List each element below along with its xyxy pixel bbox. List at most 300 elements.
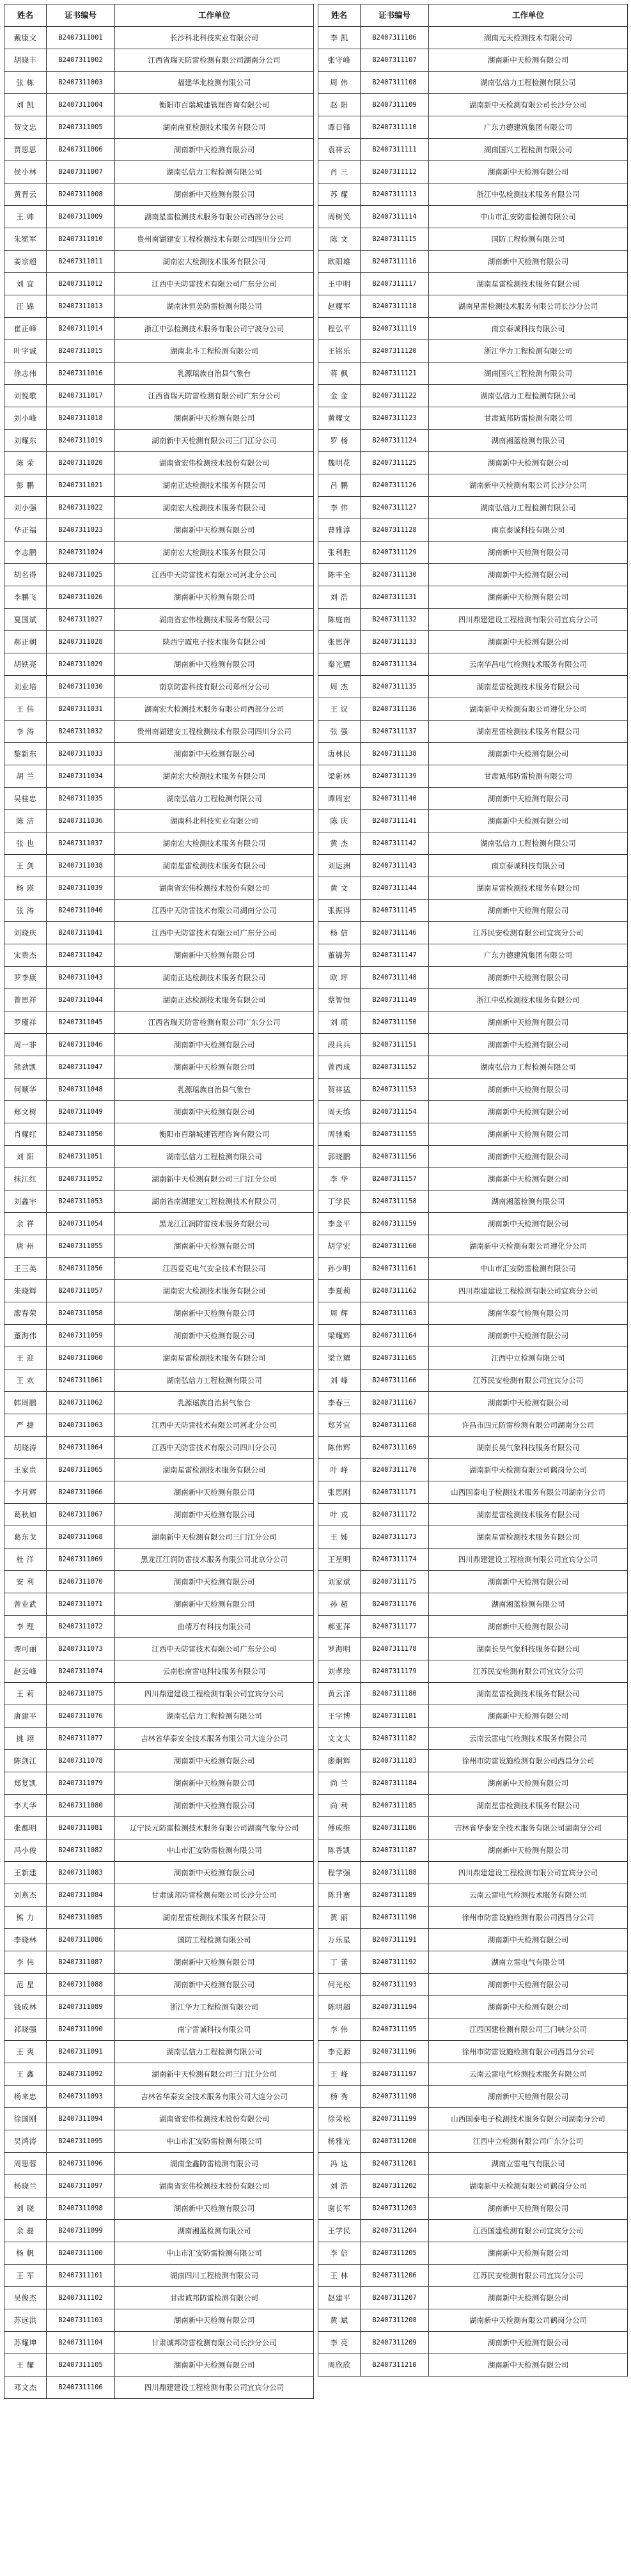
work-unit: 辽宁民元防雷检测技术服务有限公司湖南气象分公司 — [115, 1817, 314, 1839]
certificate-id: B2407311115 — [361, 228, 429, 251]
work-unit: 山西国泰电子检测技术服务有限公司湖南分公司 — [429, 1481, 628, 1504]
table-row — [4, 1660, 314, 1683]
work-unit: 湖南新中天检测有限公司 — [429, 452, 628, 474]
table-row — [318, 765, 628, 788]
person-name: 李金平 — [318, 1213, 361, 1235]
person-name: 王新建 — [4, 1862, 47, 1884]
person-name: 罗李康 — [4, 967, 47, 989]
work-unit: 湖南立雷电气有限公司 — [429, 1951, 628, 1974]
table-row — [4, 2108, 314, 2130]
person-name: 李夏莉 — [318, 1280, 361, 1302]
certificate-id: B2407311091 — [47, 2041, 115, 2063]
person-name: 郑文树 — [4, 1101, 47, 1123]
table-row — [4, 2242, 314, 2265]
work-unit: 湖南弘信力工程检测有限公司 — [429, 385, 628, 407]
person-name: 程弘平 — [318, 318, 361, 340]
person-name: 陈伟辉 — [318, 1437, 361, 1459]
table-row — [4, 139, 314, 161]
table-row — [4, 363, 314, 385]
person-name: 王铭乐 — [318, 340, 361, 363]
certificate-id: B2407311127 — [361, 497, 429, 519]
table-row — [318, 94, 628, 116]
table-row — [318, 1437, 628, 1459]
work-unit: 贵州南湖建安工程检测技术有限公司四川分公司 — [115, 228, 314, 251]
person-name: 王 剑 — [4, 855, 47, 877]
work-unit: 湖南弘信力工程检测有限公司 — [429, 72, 628, 94]
work-unit: 湖南新中天检测有限公司 — [429, 1392, 628, 1414]
person-name: 李 伟 — [4, 1951, 47, 1974]
table-row — [4, 1705, 314, 1728]
work-unit: 国防工程检测有限公司 — [429, 228, 628, 251]
certificate-id: B2407311180 — [361, 1683, 429, 1705]
work-unit: 湖南新中天检测有限公司 — [429, 2197, 628, 2220]
person-name: 尚 兰 — [318, 1772, 361, 1795]
person-name: 曾西成 — [318, 1056, 361, 1079]
person-name: 杜 洋 — [4, 1549, 47, 1571]
person-name: 王 议 — [318, 698, 361, 721]
work-unit: 南京泰诚科技有限公司 — [429, 318, 628, 340]
certificate-id: B2407311183 — [361, 1750, 429, 1772]
person-name: 范 星 — [4, 1974, 47, 1996]
work-unit: 乳源瑶族自治县气象台 — [115, 1392, 314, 1414]
work-unit: 湖南新中天检测有限公司遵化分公司 — [429, 698, 628, 721]
table-row — [4, 810, 314, 832]
work-unit: 湖南星雷检测技术服务有限公司 — [429, 1795, 628, 1817]
certificate-id: B2407311082 — [47, 1839, 115, 1862]
certificate-id: B2407311009 — [47, 206, 115, 228]
certificate-id: B2407311015 — [47, 340, 115, 363]
work-unit: 湖南新中天检测有限公司 — [115, 2354, 314, 2377]
person-name: 刘耀东 — [4, 430, 47, 452]
table-row — [4, 340, 314, 363]
certificate-id: B2407311204 — [361, 2220, 429, 2242]
table-row — [318, 609, 628, 631]
table-row — [318, 855, 628, 877]
work-unit: 湖南省宏伟检测技术股份有限公司 — [115, 2175, 314, 2197]
certificate-id: B2407311150 — [361, 1011, 429, 1034]
table-row — [318, 1213, 628, 1235]
table-row — [318, 1974, 628, 1996]
table-row — [318, 1146, 628, 1168]
table-row — [318, 1683, 628, 1705]
person-name: 万乐星 — [318, 1929, 361, 1951]
person-name: 丁学民 — [318, 1190, 361, 1213]
table-row — [318, 1705, 628, 1728]
table-row — [4, 1302, 314, 1325]
table-row — [318, 139, 628, 161]
work-unit: 江西中天防雷技术有限公司四川分公司 — [115, 1437, 314, 1459]
table-row — [318, 340, 628, 363]
person-name: 罗 杨 — [318, 430, 361, 452]
work-unit: 甘肃诚邦防雷检测有限公司 — [429, 765, 628, 788]
table-row — [4, 1616, 314, 1638]
work-unit: 湖南新中天检测有限公司 — [115, 183, 314, 206]
table-row — [318, 1549, 628, 1571]
header-certificate-id: 证书编号 — [47, 4, 115, 27]
work-unit: 湖南新中天检测有限公司 — [115, 1571, 314, 1593]
person-name: 李春三 — [318, 1392, 361, 1414]
certificate-id: B2407311149 — [361, 989, 429, 1011]
table-row — [318, 2220, 628, 2242]
certificate-id: B2407311012 — [47, 273, 115, 295]
work-unit: 许昌市四元防雷检测有限公司湖南分公司 — [429, 1414, 628, 1437]
header-row — [4, 4, 314, 27]
work-unit: 湖南弘信力工程检测有限公司 — [429, 1056, 628, 1079]
work-unit: 湖南省宏伟检测技术服务有限公司 — [115, 609, 314, 631]
certificate-id: B2407311048 — [47, 1079, 115, 1101]
work-unit: 湖南新中天检测有限公司 — [429, 1571, 628, 1593]
work-unit: 湖南新中天检测有限公司 — [429, 1034, 628, 1056]
work-unit: 中山市汇安防雷检测有限公司 — [115, 2130, 314, 2153]
table-row — [318, 1034, 628, 1056]
person-name: 黄云洋 — [318, 1683, 361, 1705]
work-unit: 湖南新中天检测有限公司 — [115, 1795, 314, 1817]
certificate-id: B2407311122 — [361, 385, 429, 407]
table-row — [318, 2018, 628, 2041]
work-unit: 乳源瑶族自治县气象台 — [115, 363, 314, 385]
certificate-id: B2407311109 — [361, 94, 429, 116]
certificate-id: B2407311090 — [47, 2018, 115, 2041]
table-row — [318, 2175, 628, 2197]
certificate-id: B2407311148 — [361, 967, 429, 989]
work-unit: 湖南新中天检测有限公司 — [429, 2287, 628, 2309]
work-unit: 湖南新中天检测有限公司 — [429, 251, 628, 273]
person-name: 文文太 — [318, 1728, 361, 1750]
work-unit: 江西省瑞天防雷检测有限公司广东分公司 — [115, 1011, 314, 1034]
work-unit: 湖南星雷检测技术服务有限公司 — [115, 1347, 314, 1370]
person-name: 安 利 — [4, 1571, 47, 1593]
work-unit: 浙江中弘检测技术服务有限公司宁波分公司 — [115, 318, 314, 340]
certificate-id: B2407311199 — [361, 2108, 429, 2130]
table-row — [318, 1280, 628, 1302]
person-name: 李鹏飞 — [4, 586, 47, 609]
certificate-id: B2407311099 — [47, 2220, 115, 2242]
certificate-id: B2407311166 — [361, 1370, 429, 1392]
roster-body-left — [4, 27, 314, 2399]
certificate-id: B2407311062 — [47, 1392, 115, 1414]
table-row — [4, 944, 314, 967]
certificate-id: B2407311047 — [47, 1056, 115, 1079]
person-name: 李克源 — [318, 2041, 361, 2063]
certificate-id: B2407311153 — [361, 1079, 429, 1101]
work-unit: 吉林省华泰安全技术服务有限公司大连分公司 — [115, 1728, 314, 1750]
table-row — [4, 1168, 314, 1190]
certificate-id: B2407311175 — [361, 1571, 429, 1593]
work-unit: 黑龙江江润防雷技术服务有限公司 — [115, 1213, 314, 1235]
person-name: 周驰乘 — [318, 1123, 361, 1146]
certificate-id: B2407311018 — [47, 407, 115, 430]
table-row — [4, 1079, 314, 1101]
certificate-id: B2407311200 — [361, 2130, 429, 2153]
person-name: 何顺华 — [4, 1079, 47, 1101]
table-row — [318, 318, 628, 340]
table-row — [4, 452, 314, 474]
header-name: 姓名 — [318, 4, 361, 27]
certificate-id: B2407311208 — [361, 2309, 429, 2332]
certificate-id: B2407311130 — [361, 564, 429, 586]
certificate-id: B2407311205 — [361, 2242, 429, 2265]
certificate-id: B2407311031 — [47, 698, 115, 721]
work-unit: 湖南省宏伟检测技术股份有限公司 — [115, 452, 314, 474]
certificate-id: B2407311020 — [47, 452, 115, 474]
work-unit: 湖南星雷检测技术服务有限公司 — [429, 721, 628, 743]
person-name: 唐建平 — [4, 1705, 47, 1728]
certificate-id: B2407311022 — [47, 497, 115, 519]
certificate-id: B2407311139 — [361, 765, 429, 788]
table-row — [318, 2041, 628, 2063]
table-row — [4, 2377, 314, 2399]
work-unit: 湖南新中天检测有限公司 — [429, 1079, 628, 1101]
work-unit: 湖南新中天检测有限公司 — [115, 1951, 314, 1974]
table-row — [4, 407, 314, 430]
certificate-id: B2407311064 — [47, 1437, 115, 1459]
person-name: 刘 宜 — [4, 273, 47, 295]
certificate-id: B2407311120 — [361, 340, 429, 363]
work-unit: 湖南星雷检测技术服务有限公司 — [115, 1907, 314, 1929]
table-row — [318, 922, 628, 944]
person-name: 刘燕杰 — [4, 1884, 47, 1907]
certificate-id: B2407311163 — [361, 1302, 429, 1325]
certificate-id: B2407311054 — [47, 1213, 115, 1235]
table-row — [318, 788, 628, 810]
person-name: 刘 晓 — [4, 2197, 47, 2220]
table-row — [318, 1347, 628, 1370]
certificate-id: B2407311027 — [47, 609, 115, 631]
certificate-id: B2407311046 — [47, 1034, 115, 1056]
work-unit: 湖南正达检测技术服务有限公司 — [115, 989, 314, 1011]
work-unit: 江西中天防雷技术有限公司广东分公司 — [115, 1638, 314, 1660]
certificate-id: B2407311079 — [47, 1772, 115, 1795]
person-name: 杨晓兰 — [4, 2175, 47, 2197]
work-unit: 湖南星雷检测技术服务有限公司 — [429, 676, 628, 698]
certificate-id: B2407311050 — [47, 1123, 115, 1146]
work-unit: 湖南新中天检测有限公司 — [429, 2086, 628, 2108]
table-row — [318, 363, 628, 385]
table-row — [318, 1862, 628, 1884]
table-row — [4, 900, 314, 922]
table-row — [4, 1638, 314, 1660]
person-name: 王 伟 — [4, 698, 47, 721]
person-name: 吴鸿涛 — [4, 2130, 47, 2153]
work-unit: 江西省瑞天防雷检测有限公司湖南分公司 — [115, 49, 314, 72]
certificate-id: B2407311167 — [361, 1392, 429, 1414]
table-row — [318, 1123, 628, 1146]
work-unit: 湖南新中天检测有限公司 — [429, 1772, 628, 1795]
person-name: 赵云峰 — [4, 1660, 47, 1683]
certificate-id: B2407311019 — [47, 430, 115, 452]
certificate-id: B2407311181 — [361, 1705, 429, 1728]
certificate-id: B2407311128 — [361, 519, 429, 542]
person-name: 丁 蕾 — [318, 1951, 361, 1974]
certificate-id: B2407311078 — [47, 1750, 115, 1772]
certificate-id: B2407311045 — [47, 1011, 115, 1034]
table-row — [4, 1101, 314, 1123]
certificate-id: B2407311165 — [361, 1347, 429, 1370]
table-row — [4, 877, 314, 900]
person-name: 李 华 — [318, 1168, 361, 1190]
table-row — [4, 1504, 314, 1526]
work-unit: 湖南湘蓝检测有限公司 — [429, 1190, 628, 1213]
person-name: 李 信 — [318, 2242, 361, 2265]
certificate-id: B2407311026 — [47, 586, 115, 609]
certificate-id: B2407311092 — [47, 2063, 115, 2086]
person-name: 段兵兵 — [318, 1034, 361, 1056]
work-unit: 江苏民安检测有限公司宜宾分公司 — [429, 2265, 628, 2287]
certificate-id: B2407311118 — [361, 295, 429, 318]
table-row — [4, 1728, 314, 1750]
person-name: 杨 信 — [318, 922, 361, 944]
table-row — [4, 1526, 314, 1549]
person-name: 罗瑾祥 — [4, 1011, 47, 1034]
work-unit: 湖南新中天检测有限公司长沙分公司 — [429, 94, 628, 116]
work-unit: 湖南弘信力工程检测有限公司 — [115, 1370, 314, 1392]
person-name: 唐 州 — [4, 1235, 47, 1258]
work-unit: 湖南宏大检测技术服务有限公司西部分公司 — [115, 698, 314, 721]
person-name: 徐荣松 — [318, 2108, 361, 2130]
work-unit: 浙江华力工程检测有限公司 — [429, 340, 628, 363]
person-name: 李晓林 — [4, 1929, 47, 1951]
work-unit: 湖南国兴工程检测有限公司 — [429, 363, 628, 385]
work-unit: 衡阳市百瑞城建管理咨询有限公司 — [115, 94, 314, 116]
work-unit: 湖南新中天检测有限公司三门江分公司 — [115, 430, 314, 452]
person-name: 秦光耀 — [318, 653, 361, 676]
person-name: 黄 杰 — [318, 832, 361, 855]
person-name: 钱成林 — [4, 1996, 47, 2018]
person-name: 陈剑江 — [4, 1750, 47, 1772]
work-unit: 湖南新中天检测有限公司 — [115, 2197, 314, 2220]
work-unit: 湖南新中天检测有限公司 — [429, 2332, 628, 2354]
person-name: 王三美 — [4, 1258, 47, 1280]
table-row — [318, 1996, 628, 2018]
person-name: 苏远洪 — [4, 2309, 47, 2332]
certificate-id: B2407311195 — [361, 2018, 429, 2041]
person-name: 侯小林 — [4, 161, 47, 183]
work-unit: 江苏民安检测有限公司宜宾分公司 — [429, 1370, 628, 1392]
work-unit: 江西省瑞天防雷检测有限公司广东分公司 — [115, 385, 314, 407]
person-name: 李 理 — [4, 1616, 47, 1638]
table-row — [4, 586, 314, 609]
certificate-id: B2407311161 — [361, 1258, 429, 1280]
person-name: 魏明花 — [318, 452, 361, 474]
table-row — [4, 967, 314, 989]
work-unit: 湖南元天检测技术有限公司 — [429, 27, 628, 49]
person-name: 刘业培 — [4, 676, 47, 698]
work-unit: 浙江中弘检测技术服务有限公司 — [429, 183, 628, 206]
person-name: 梁立耀 — [318, 1347, 361, 1370]
certificate-id: B2407311126 — [361, 474, 429, 497]
person-name: 胡晓涛 — [4, 1437, 47, 1459]
work-unit: 湖南新中天检测有限公司三门江分公司 — [115, 2063, 314, 2086]
work-unit: 湖南星雷检测技术服务有限公司长沙分公司 — [429, 295, 628, 318]
certificate-id: B2407311056 — [47, 1258, 115, 1280]
person-name: 王中明 — [318, 273, 361, 295]
table-row — [318, 2309, 628, 2332]
person-name: 刘 阳 — [4, 1146, 47, 1168]
table-row — [4, 161, 314, 183]
work-unit: 湖南弘信力工程检测有限公司 — [429, 497, 628, 519]
person-name: 唐林民 — [318, 743, 361, 765]
certificate-id: B2407311037 — [47, 832, 115, 855]
person-name: 陈明超 — [318, 1996, 361, 2018]
person-name: 陈 荣 — [4, 452, 47, 474]
table-row — [318, 1168, 628, 1190]
work-unit: 湖南新中天检测有限公司 — [429, 161, 628, 183]
work-unit: 湖南星雷检测技术服务有限公司 — [429, 1683, 628, 1705]
roster-table-left — [4, 4, 314, 2399]
certificate-id: B2407311098 — [47, 2197, 115, 2220]
work-unit: 湖南新中天检测有限公司 — [115, 1325, 314, 1347]
person-name: 周 杰 — [318, 676, 361, 698]
table-row — [4, 430, 314, 452]
table-row — [318, 2354, 628, 2377]
table-row — [4, 2287, 314, 2309]
table-row — [4, 273, 314, 295]
person-name: 张思萍 — [318, 631, 361, 653]
person-name: 邓文杰 — [4, 2377, 47, 2399]
certificate-id: B2407311105 — [47, 2354, 115, 2377]
table-row — [4, 1325, 314, 1347]
person-name: 叶 戎 — [318, 1504, 361, 1526]
table-row — [4, 1593, 314, 1616]
certificate-id: B2407311029 — [47, 653, 115, 676]
roster-body-right — [318, 27, 628, 2377]
table-row — [318, 49, 628, 72]
certificate-id: B2407311134 — [361, 653, 429, 676]
table-row — [4, 183, 314, 206]
person-name: 谢长军 — [318, 2197, 361, 2220]
person-name: 苏 耀 — [318, 183, 361, 206]
table-row — [318, 273, 628, 295]
work-unit: 湖南新中天检测有限公司 — [115, 1034, 314, 1056]
certificate-id: B2407311036 — [47, 810, 115, 832]
table-row — [318, 1056, 628, 1079]
work-unit: 湖南省宏伟检测技术股份有限公司 — [115, 877, 314, 900]
table-row — [4, 2309, 314, 2332]
table-row — [4, 1862, 314, 1884]
certificate-id: B2407311006 — [47, 139, 115, 161]
certificate-id: B2407311198 — [361, 2086, 429, 2108]
certificate-id: B2407311030 — [47, 676, 115, 698]
table-row — [318, 2063, 628, 2086]
person-name: 黄 丽 — [318, 1907, 361, 1929]
table-row — [4, 2332, 314, 2354]
table-row — [4, 2175, 314, 2197]
work-unit: 湖南金鑫防雷检测有限公司 — [115, 2153, 314, 2175]
work-unit: 湖南新中天检测有限公司三门江分公司 — [115, 1526, 314, 1549]
work-unit: 江西中天防雷技术有限公司河北分公司 — [115, 564, 314, 586]
work-unit: 江西中天防雷技术有限公司广东分公司 — [115, 273, 314, 295]
table-row — [4, 49, 314, 72]
person-name: 胡晓丰 — [4, 49, 47, 72]
work-unit: 国防工程检测有限公司 — [115, 1929, 314, 1951]
person-name: 戴康文 — [4, 27, 47, 49]
work-unit: 湖南新中天检测有限公司 — [429, 1839, 628, 1862]
person-name: 陈 文 — [318, 228, 361, 251]
work-unit: 湖南星雷检测技术服务有限公司西部分公司 — [115, 206, 314, 228]
table-row — [4, 519, 314, 542]
person-name: 廖炯辉 — [318, 1750, 361, 1772]
person-name: 蔡智恒 — [318, 989, 361, 1011]
person-name: 张 涛 — [4, 900, 47, 922]
person-name: 曾思祥 — [4, 989, 47, 1011]
table-row — [4, 1146, 314, 1168]
work-unit: 中山市汇安防雷检测有限公司 — [429, 1258, 628, 1280]
work-unit: 湖南新中天检测有限公司 — [115, 1750, 314, 1772]
certificate-id: B2407311088 — [47, 1974, 115, 1996]
work-unit: 云南松南雷电科技服务有限公司 — [115, 1660, 314, 1683]
person-name: 李 伟 — [318, 497, 361, 519]
table-row — [318, 1884, 628, 1907]
